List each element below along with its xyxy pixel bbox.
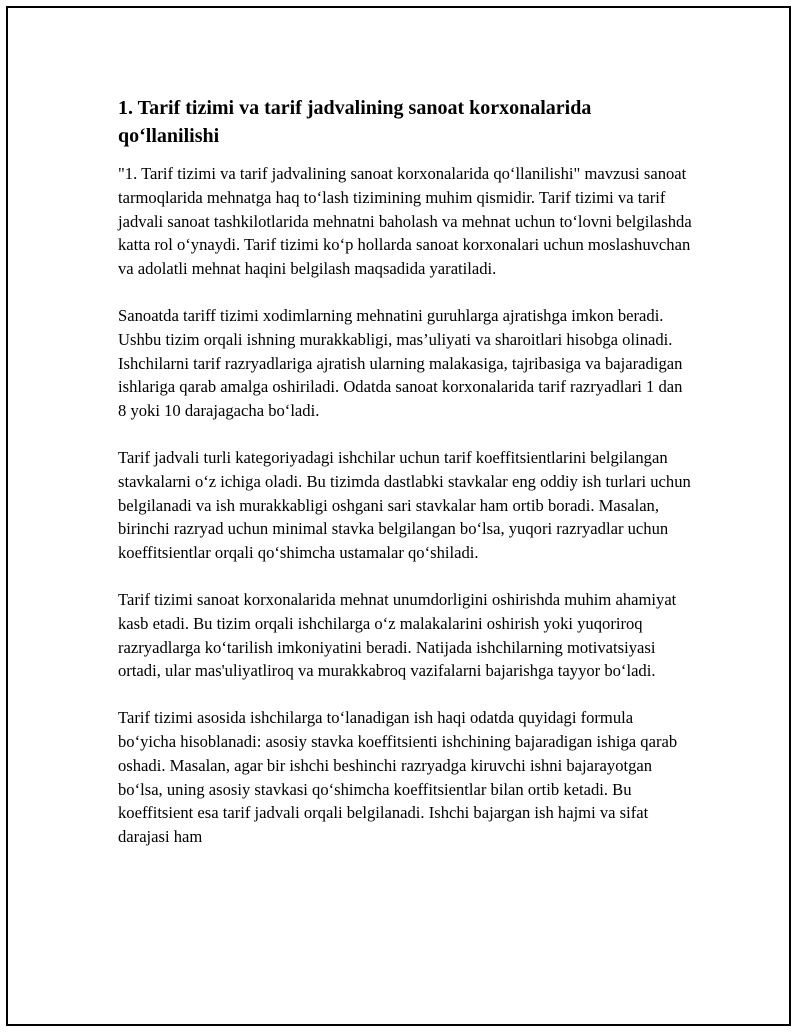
paragraph-2: Sanoatda tariff tizimi xodimlarning mehnatini guruhlarga ajratishga imkon beradi. Ushbu tizim orqali ishning murakkabligi, mas’uliyati va sharoitlari hisobga olinadi. Ishchilarni tarif razryadlariga ajratish ularning malakasiga, tajribasiga va bajaradigan ishlariga qarab amalga oshiriladi. Odatda sanoat korxonalarida tarif razryadlari 1 dan 8 yoki 10 darajagacha bo‘ladi. xyxy=(118,305,683,421)
paragraph-3: Tarif jadvali turli kategoriyadagi ishchilar uchun tarif koeffitsientlarini belgilangan stavkalarni o‘z ichiga oladi. Bu tizimda dastlabki stavkalar eng oddiy ish turlari uchun belgilanadi va ish murakkabligi oshgani sari stavkalar ham ortib boradi. Masalan, birinchi razryad uchun minimal stavka belgilangan bo‘lsa, yuqori razryadlar uchun koeffitsientlar orqali qo‘shimcha ustamalar qo‘shiladi. xyxy=(118,447,691,563)
paragraph-4: Tarif tizimi sanoat korxonalarida mehnat unumdorligini oshirishda muhim ahamiyat kasb etadi. Bu tizim orqali ishchilarga o‘z malakalarini oshirish yoki yuqoriroq razryadlarga ko‘tarilish imkoniyatini beradi. Natijada ishchilarning motivatsiyasi ortadi, ular mas'uliyatliroq va murakkabroq vazifalarni bajarishga tayyor bo‘ladi. xyxy=(118,589,677,681)
paragraph-1: "1. Tarif tizimi va tarif jadvalining sanoat korxonalarida qo‘llanilishi" mavzusi sanoat tarmoqlarida mehnatga haq to‘lash tizimining muhim qismidir. Tarif tizimi va tarif jadvali sanoat tashkilotlarida mehnatni baholash va mehnat uchun to‘lovni belgilashda katta rol o‘ynaydi. Tarif tizimi ko‘p hollarda sanoat korxonalari uchun moslashuvchan va adolatli mehnat haqini belgilash maqsadida yaratiladi. xyxy=(118,164,692,279)
document-body xyxy=(118,94,693,872)
document-title: 1. Tarif tizimi va tarif jadvalining sanoat korxonalarida qo‘llanilishi xyxy=(118,97,592,147)
paragraph-5: Tarif tizimi asosida ishchilarga to‘lanadigan ish haqi odatda quyidagi formula bo‘yicha hisoblanadi: asosiy stavka koeffitsienti ishchining bajaradigan ishiga qarab oshadi. Masalan, agar bir ishchi beshinchi razryadga kiruvchi ishni bajarayotgan bo‘lsa, uning asosiy stavkasi qo‘shimcha koeffitsientlar bilan ortib ketadi. Bu koeffitsient esa tarif jadvali orqali belgilanadi. Ishchi bajargan ish hajmi va sifat darajasi ham xyxy=(118,708,678,847)
